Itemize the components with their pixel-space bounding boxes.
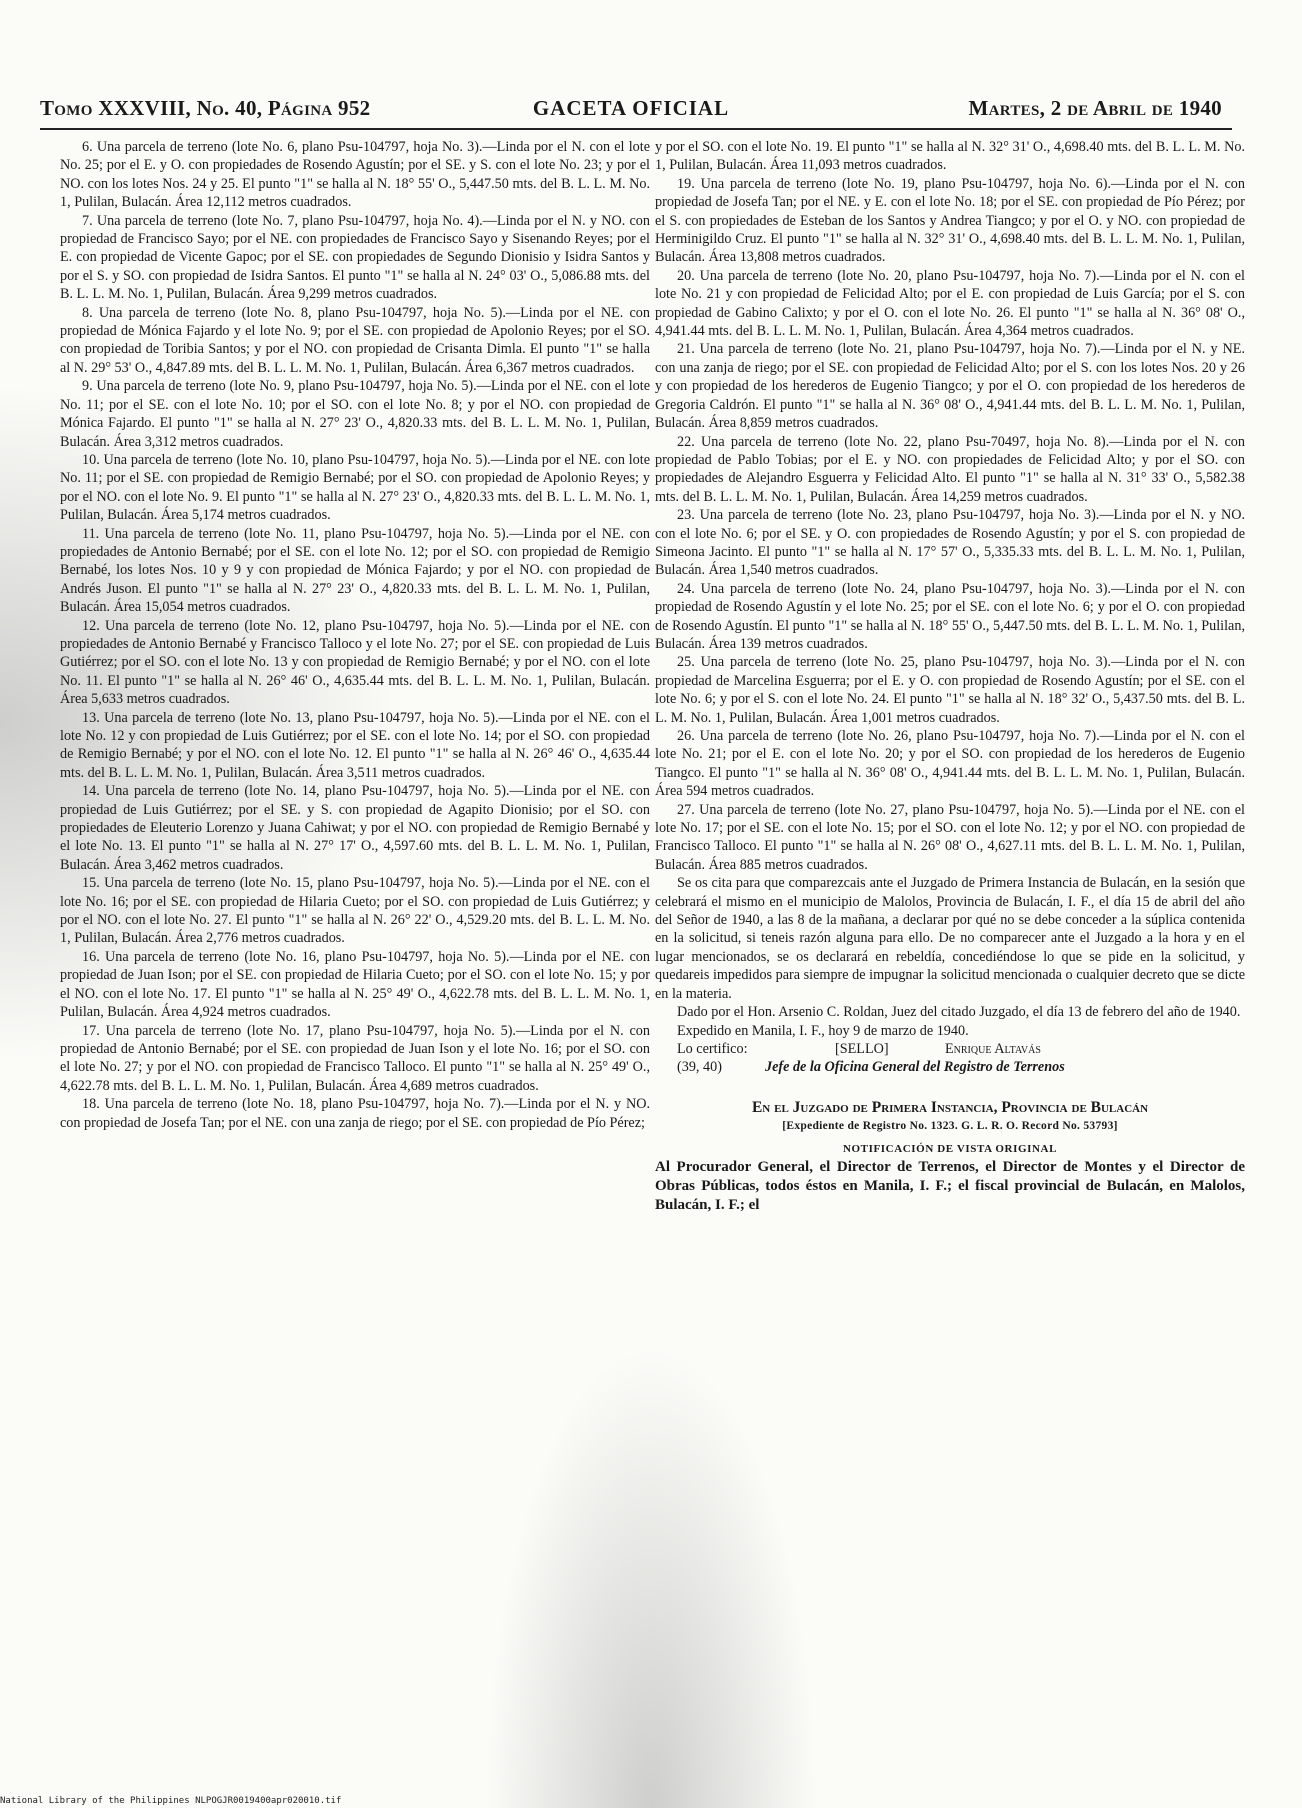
signatory-name: Enrique Altavás [945, 1040, 1041, 1057]
lot-paragraph: 22. Una parcela de terreno (lote No. 22, plano Psu-70497, hoja No. 8).—Linda por el N. con propiedad de Pablo Tobias; por el E. y NO. con propiedades de Felicidad Alto; y por el SO. con propiedades de Alejandro Esguerra y Felicidad Alto. El punto "1" se halla al N. 31° 33' O., 5,582.38 mts. del B. L. L. M. No. 1, Pulilan, Bulacán. Área 14,259 metros cuadrados. [655, 433, 1245, 505]
signatory-title: Jefe de la Oficina General del Registro de Terrenos [765, 1059, 1065, 1076]
lot-paragraph: 18. Una parcela de terreno (lote No. 18, plano Psu-104797, hoja No. 7).—Linda por el N. y NO. con propiedad de Josefa Tan; por el NE. con una zanja de riego; por el SE. con propiedad de Pío Pérez; [60, 1096, 650, 1131]
lot-paragraph: 8. Una parcela de terreno (lote No. 8, plano Psu-104797, hoja No. 5).—Linda por el NE. con propiedad de Mónica Fajardo y el lote No. 9; por el SE. con propiedad de Apolonio Reyes; por el SO. con propiedad de Toribia Santos; y por el NO. con propiedad de Crisanta Dimla. El punto "1" se halla al N. 29° 53' O., 4,847.89 mts. del B. L. L. M. No. 1, Pulilan, Bulacán. Área 6,367 metros cuadrados. [60, 304, 650, 376]
lot-paragraph: 9. Una parcela de terreno (lote No. 9, plano Psu-104797, hoja No. 5).—Linda por el NE. con el lote No. 11; por el SE. con el lote No. 10; por el SO. con el lote No. 8; y por el NO. con propiedad de Mónica Fajardo. El punto "1" se halla al N. 27° 23' O., 4,820.33 mts. del B. L. L. M. No. 1, Pulilan, Bulacán. Área 3,312 metros cuadrados. [60, 378, 650, 450]
lot-paragraph: 24. Una parcela de terreno (lote No. 24, plano Psu-104797, hoja No. 3).—Linda por el N. con propiedad de Rosendo Agustín y el lote No. 25; por el SE. con el lote No. 6; y por el O. con propiedad de Rosendo Agustín. El punto "1" se halla al N. 18° 55' O., 5,447.50 mts. del B. L. L. M. No. 1, Pulilan, Bulacán. Área 139 metros cuadrados. [655, 580, 1245, 652]
lot-paragraph: 19. Una parcela de terreno (lote No. 19, plano Psu-104797, hoja No. 6).—Linda por el N. con propiedad de Josefa Tan; por el NE. y E. con el lote No. 18; por el SE. con propiedad de Pío Pérez; por el S. con propiedades de Esteban de los Santos y Andrea Tiangco; y por el O. y NO. con propiedad de Herminigildo Cruz. El punto "1" se halla al N. 32° 31' O., 4,698.40 mts. del B. L. L. M. No. 1, Pulilan, Bulacán. Área 13,808 metros cuadrados. [655, 175, 1245, 266]
lot-paragraph: 13. Una parcela de terreno (lote No. 13, plano Psu-104797, hoja No. 5).—Linda por el NE. con el lote No. 12 y con propiedad de Luis Gutiérrez; por el SE. con el lote No. 14; por el SO. con propiedad de Remigio Bernabé; y por el NO. con el lote No. 12. El punto "1" se halla al N. 26° 46' O., 4,635.44 mts. del B. L. L. M. No. 1, Pulilan, Bulacán. Área 3,511 metros cuadrados. [60, 709, 650, 781]
section-title: En el Juzgado de Primera Instancia, Provincia de Bulacán [751, 1098, 1149, 1116]
scan-footer: National Library of the Philippines NLPOGJR0019400apr020010.tif [0, 1796, 342, 1806]
certify-label: Lo certifico: [677, 1040, 748, 1057]
reference-number: (39, 40) [677, 1059, 722, 1076]
header-rule [40, 128, 1232, 130]
given-by-paragraph: Dado por el Hon. Arsenio C. Roldan, Juez del citado Juzgado, el día 13 de febrero del año de 1940. [677, 1004, 1241, 1021]
lot-paragraph: 14. Una parcela de terreno (lote No. 14, plano Psu-104797, hoja No. 5).—Linda por el NE. con propiedad de Luis Gutiérrez; por el SE. y S. con propiedad de Agapito Dionisio; por el SO. con propiedades de Eleuterio Lorenzo y Juana Cahiwat; y por el NO. con propiedad de Remigio Bernabé y el lote No. 13. El punto "1" se halla al N. 27° 17' O., 4,597.60 mts. del B. L. L. M. No. 1, Pulilan, Bulacán. Área 3,462 metros cuadrados. [60, 783, 650, 873]
addressee-paragraph: Al Procurador General, el Director de Terrenos, el Director de Montes y el Director de Obras Públicas, todos éstos en Manila, I. F.; el fiscal provincial de Bulacán, en Malolos, Bulacán, I. F.; el [655, 1158, 1245, 1213]
lot-paragraph: 16. Una parcela de terreno (lote No. 16, plano Psu-104797, hoja No. 5).—Linda por el NE. con propiedad de Juan Ison; por el SE. con propiedad de Hilaria Cueto; por el SO. con el lote No. 15; y por el NO. con el lote No. 17. El punto "1" se halla al N. 25° 49' O., 4,622.78 mts. del B. L. L. M. No. 1, Pulilan, Bulacán. Área 4,924 metros cuadrados. [60, 948, 650, 1021]
lot-paragraph: 26. Una parcela de terreno (lote No. 26, plano Psu-104797, hoja No. 7).—Linda por el N. con el lote No. 21; por el E. con el lote No. 20; y por el SO. con propiedad de los herederos de Eugenio Tiangco. El punto "1" se halla al N. 36° 08' O., 4,941.44 mts. del B. L. L. M. No. 1, Pulilan, Bulacán. Área 594 metros cuadrados. [655, 728, 1245, 800]
left-column [60, 138, 650, 1763]
lot-paragraph: 15. Una parcela de terreno (lote No. 15, plano Psu-104797, hoja No. 5).—Linda por el NE. con el lote No. 16; por el SE. con propiedad de Hilaria Cueto; por el SO. con propiedad de Luis Gutiérrez; y por el NO. con el lote No. 27. El punto "1" se halla al N. 26° 22' O., 4,529.20 mts. del B. L. L. M. No. 1, Pulilan, Bulacán. Área 2,776 metros cuadrados. [60, 875, 650, 947]
lot-paragraph: 6. Una parcela de terreno (lote No. 6, plano Psu-104797, hoja No. 3).—Linda por el N. con el lote No. 25; por el E. y O. con propiedades de Rosendo Agustín; por el SE. y S. con el lote No. 23; y por el NO. con los lotes Nos. 24 y 25. El punto "1" se halla al N. 18° 55' O., 5,447.50 mts. del B. L. L. M. No. 1, Pulilan, Bulacán. Área 12,112 metros cuadrados. [60, 139, 650, 211]
lot-paragraph: 25. Una parcela de terreno (lote No. 25, plano Psu-104797, hoja No. 3).—Linda por el N. con propiedad de Marcelina Esguerra; por el E. y O. con propiedad de Rosendo Agustín; por el SE. con el lote No. 6; y por el S. con el lote No. 24. El punto "1" se halla al N. 18° 32' O., 5,437.50 mts. del B. L. L. M. No. 1, Pulilan, Bulacán. Área 1,001 metros cuadrados. [655, 654, 1245, 726]
issued-line: Expedido en Manila, I. F., hoy 9 de marzo de 1940. [677, 1022, 969, 1039]
notice-heading: NOTIFICACIÓN DE VISTA ORIGINAL [842, 1142, 1058, 1155]
lot-paragraph-continued: y por el SO. con el lote No. 19. El punto "1" se halla al N. 32° 31' O., 4,698.40 mts. del B. L. L. M. No. 1, Pulilan, Bulacán. Área 11,093 metros cuadrados. [655, 139, 1245, 174]
signature-block [655, 1022, 1245, 1077]
lot-paragraph: 20. Una parcela de terreno (lote No. 20, plano Psu-104797, hoja No. 7).—Linda por el N. con el lote No. 21 y con propiedad de Felicidad Alto; por el E. con propiedad de Luis García; por el S. con propiedad de Gabino Calixto; y por el O. con el lote No. 26. El punto "1" se halla al N. 36° 08' O., 4,941.44 mts. del B. L. L. M. No. 1, Pulilan, Bulacán. Área 4,364 metros cuadrados. [655, 267, 1245, 340]
lot-paragraph: 11. Una parcela de terreno (lote No. 11, plano Psu-104797, hoja No. 5).—Linda por el NE. con propiedades de Antonio Bernabé; por el SE. con el lote No. 12; por el SO. con propiedad de Remigio Bernabé, los lotes Nos. 10 y 9 y con propiedad de Mónica Fajardo; y por el NO. con propiedad de Andrés Juson. El punto "1" se halla al N. 27° 23' O., 4,820.33 mts. del B. L. L. M. No. 1, Pulilan, Bulacán. Área 15,054 metros cuadrados. [60, 525, 650, 616]
right-column [655, 138, 1245, 1763]
summons-paragraph: Se os cita para que comparezcais ante el Juzgado de Primera Instancia de Bulacán, en la sesión que celebrará el mismo en el municipio de Malolos, Provincia de Bulacán, I. F., el día 15 de abril del año del Señor de 1940, a las 8 de la mañana, a declarar por qué no se debe conceder a la súplica contenida en la solicitud, si teneis razón alguna para ello. De no comparecer ante el Juzgado a la hora y en el lugar mencionados, se os declarará en rebeldía, concediéndose lo que se pide en la solicitud, y quedareis impedidos para siempre de impugnar la solicitud mencionada o cualquier decreto que se dicte en la materia. [655, 875, 1245, 1002]
page-header [40, 96, 1222, 126]
issue-date: Martes, 2 de Abril de 1940 [968, 96, 1222, 120]
seal-label: [SELLO] [835, 1040, 889, 1057]
lot-paragraph: 27. Una parcela de terreno (lote No. 27, plano Psu-104797, hoja No. 5).—Linda por el NE. con el lote No. 17; por el SE. con el lote No. 15; por el SO. con el lote No. 12; y por el NO. con propiedad de Francisco Talloco. El punto "1" se halla al N. 26° 08' O., 4,627.11 mts. del B. L. L. M. No. 1, Pulilan, Bulacán. Área 885 metros cuadrados. [655, 801, 1245, 873]
lot-paragraph: 17. Una parcela de terreno (lote No. 17, plano Psu-104797, hoja No. 5).—Linda por el N. con propiedad de Antonio Bernabé; por el SE. con propiedad de Juan Ison y el lote No. 16; por el SO. con el lote No. 27; y por el NO. con propiedad de Francisco Talloco. El punto "1" se halla al N. 25° 49' O., 4,622.78 mts. del B. L. L. M. No. 1, Pulilan, Bulacán. Área 4,689 metros cuadrados. [60, 1022, 650, 1094]
lot-paragraph: 12. Una parcela de terreno (lote No. 12, plano Psu-104797, hoja No. 5).—Linda por el NE. con propiedades de Antonio Bernabé y Francisco Talloco y el lote No. 27; por el SE. con propiedad de Luis Gutiérrez; por el SO. con el lote No. 13 y con propiedad de Remigio Bernabé; y por el NO. con el lote No. 11. El punto "1" se halla al N. 26° 46' O., 4,635.44 mts. del B. L. L. M. No. 1, Pulilan, Bulacán. Área 5,633 metros cuadrados. [60, 617, 650, 708]
lot-paragraph: 21. Una parcela de terreno (lote No. 21, plano Psu-104797, hoja No. 7).—Linda por el N. y NE. con una zanja de riego; por el SE. con propiedad de Felicidad Alto; por el S. con los lotes Nos. 20 y 26 y con propiedad de los herederos de Eugenio Tiangco; y por el O. con propiedad de los herederos de Gregoria Caldrón. El punto "1" se halla al N. 36° 08' O., 4,941.44 mts. del B. L. L. M. No. 1, Pulilan, Bulacán. Área 8,859 metros cuadrados. [655, 341, 1245, 432]
lot-paragraph: 23. Una parcela de terreno (lote No. 23, plano Psu-104797, hoja No. 3).—Linda por el N. y NO. con el lote No. 6; por el SE. y O. con propiedades de Rosendo Agustín; y por el S. con propiedad de Simeona Jacinto. El punto "1" se halla al N. 17° 57' O., 5,335.33 mts. del B. L. L. M. No. 1, Pulilan, Bulacán. Área 1,540 metros cuadrados. [655, 507, 1245, 579]
volume-page-label: Tomo XXXVIII, No. 40, Página 952 [40, 96, 371, 120]
lot-paragraph: 10. Una parcela de terreno (lote No. 10, plano Psu-104797, hoja No. 5).—Linda por el NE. con lote No. 11; por el SE. con propiedad de Remigio Bernabé; por el SO. con propiedad de Apolonio Reyes; y por el NO. con el lote No. 9. El punto "1" se halla al N. 27° 23' O., 4,820.33 mts. del B. L. L. M. No. 1, Pulilan, Bulacán. Área 5,174 metros cuadrados. [60, 451, 650, 524]
lot-paragraph: 7. Una parcela de terreno (lote No. 7, plano Psu-104797, hoja No. 4).—Linda por el N. y NO. con propiedad de Francisco Sayo; por el NE. con propiedades de Francisco Sayo y Sisenando Reyes; por el E. con propiedad de Vicente Gapoc; por el SE. con propiedades de Segundo Dionisio y Isidra Santos y por el S. y SO. con propiedad de Isidra Santos. El punto "1" se halla al N. 24° 03' O., 5,086.88 mts. del B. L. L. M. No. 1, Pulilan, Bulacán. Área 9,299 metros cuadrados. [60, 212, 650, 303]
record-number: [Expediente de Registro No. 1323. G. L. R. O. Record No. 53793] [782, 1120, 1118, 1133]
publication-title: GACETA OFICIAL [532, 96, 730, 120]
